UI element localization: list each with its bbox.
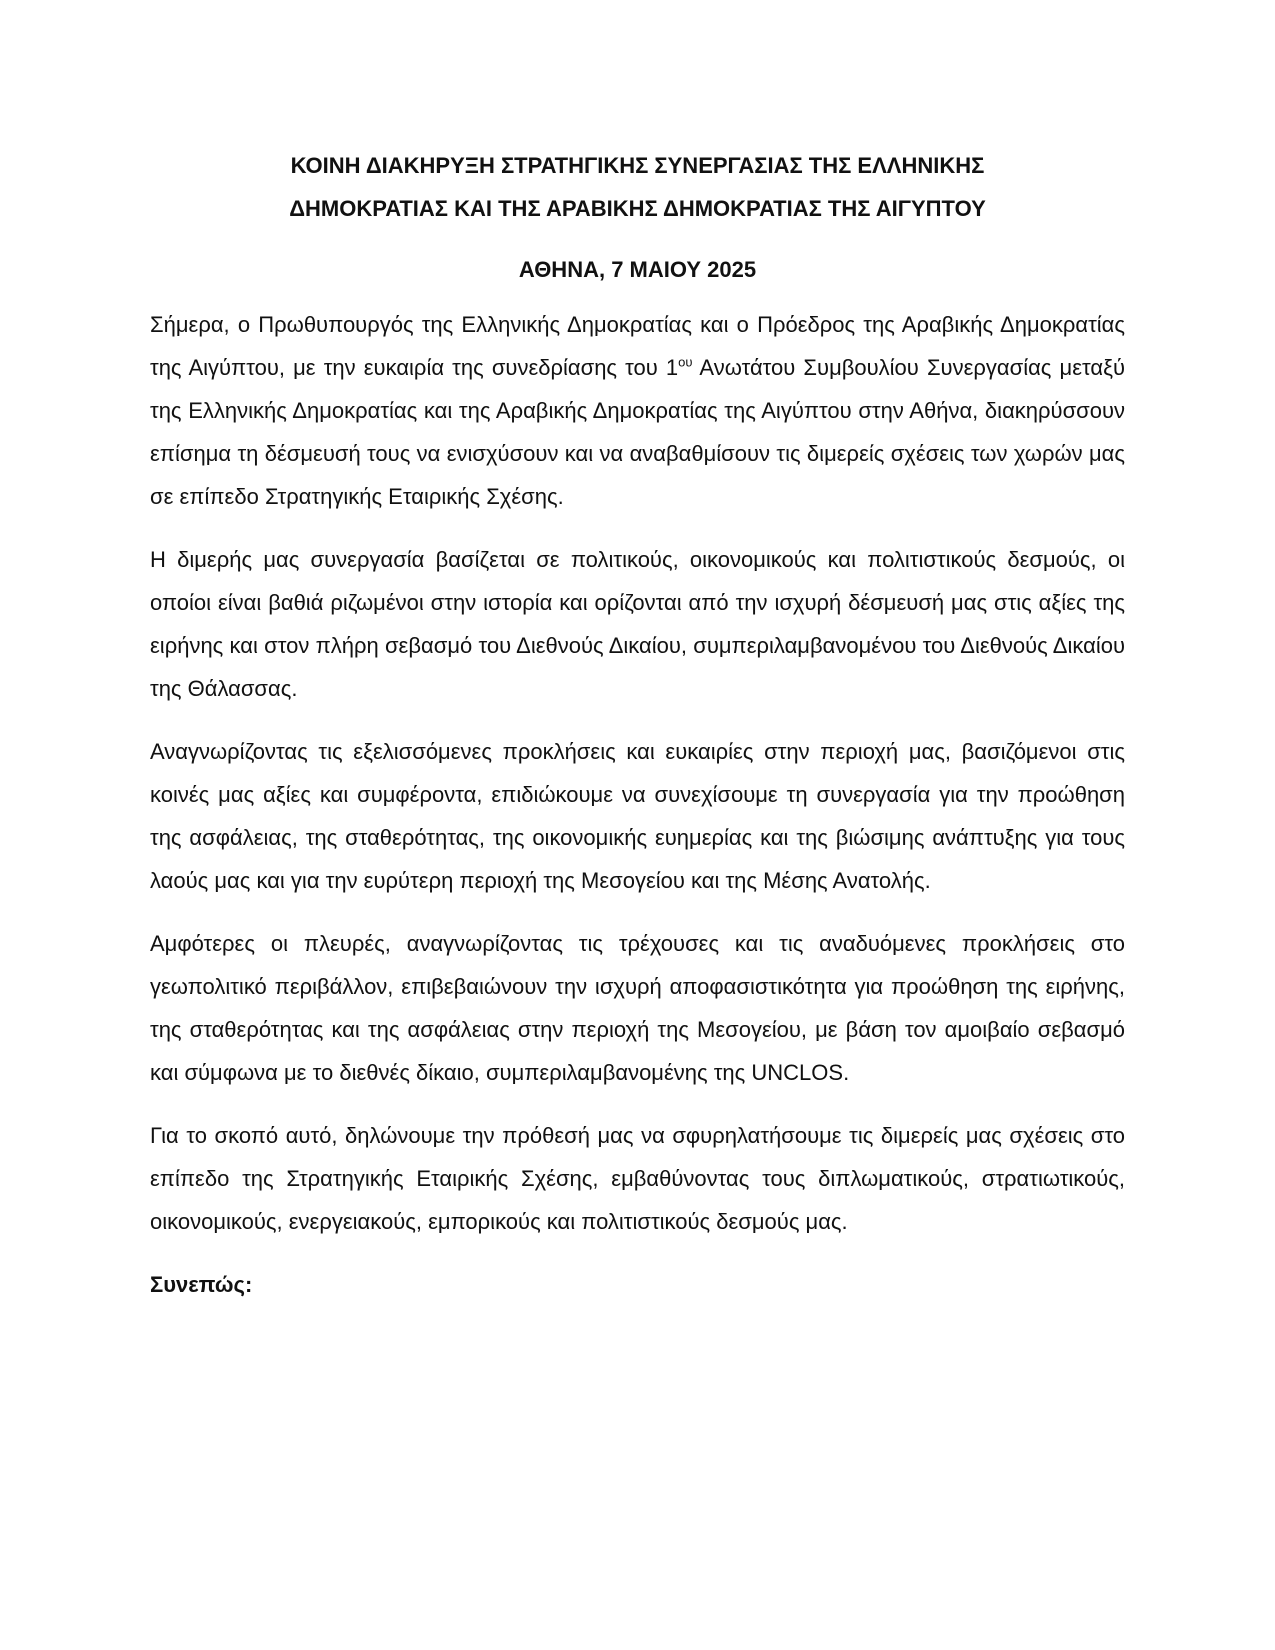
paragraph-1-text-start: Σήμερα, ο Πρωθυπουργός της Ελληνικής Δημοκρατίας και ο Πρόεδρος της Αραβικής Δημοκρατίας της Αιγύπτου, με την ευκαιρία της συνεδρίασης του 1: [150, 312, 1125, 380]
title-line-1: ΚΟΙΝΗ ΔΙΑΚΗΡΥΞΗ ΣΤΡΑΤΗΓΙΚΗΣ ΣΥΝΕΡΓΑΣΙΑΣ ΤΗΣ ΕΛΛΗΝΙΚΗΣ: [290, 153, 985, 178]
dateline: ΑΘΗΝΑ, 7 ΜΑΙΟΥ 2025: [518, 257, 757, 282]
ordinal-suffix: ου: [678, 354, 693, 370]
paragraph-1: [150, 303, 1125, 518]
closing-heading: Συνεπώς:: [150, 1272, 253, 1297]
document-title: [150, 138, 1125, 230]
paragraph-3: Αναγνωρίζοντας τις εξελισσόμενες προκλήσεις και ευκαιρίες στην περιοχή μας, βασιζόμενοι στις κοινές μας αξίες και συμφέροντα, επιδιώκουμε να συνεχίσουμε τη συνεργασία για την προώθηση της ασφάλειας, της σταθερότητας, της οικονομικής ευημερίας και της βιώσιμης ανάπτυξης για τους λαούς μας και για την ευρύτερη περιοχή της Μεσογείου και της Μέσης Ανατολής.: [150, 739, 1125, 893]
title-line-2: ΔΗΜΟΚΡΑΤΙΑΣ ΚΑΙ ΤΗΣ ΑΡΑΒΙΚΗΣ ΔΗΜΟΚΡΑΤΙΑΣ ΤΗΣ ΑΙΓΥΠΤΟΥ: [289, 196, 986, 221]
paragraph-5: Για το σκοπό αυτό, δηλώνουμε την πρόθεσή μας να σφυρηλατήσουμε τις διμερείς μας σχέσεις στο επίπεδο της Στρατηγικής Εταιρικής Σχέσης, εμβαθύνοντας τους διπλωματικούς, στρατιωτικούς, οικονομικούς, ενεργειακούς, εμπορικούς και πολιτιστικούς δεσμούς μας.: [150, 1123, 1125, 1234]
document-page: [150, 138, 1125, 1306]
paragraph-2: Η διμερής μας συνεργασία βασίζεται σε πολιτικούς, οικονομικούς και πολιτιστικούς δεσμούς, οι οποίοι είναι βαθιά ριζωμένοι στην ιστορία και ορίζονται από την ισχυρή δέσμευσή μας στις αξίες της ειρήνης και στον πλήρη σεβασμό του Διεθνούς Δικαίου, συμπεριλαμβανομένου του Διεθνούς Δικαίου της Θάλασσας.: [150, 547, 1125, 701]
paragraph-1-text-end: Ανωτάτου Συμβουλίου Συνεργασίας μεταξύ της Ελληνικής Δημοκρατίας και της Αραβικής Δημοκρατίας της Αιγύπτου στην Αθήνα, διακηρύσσουν επίσημα τη δέσμευσή τους να ενισχύσουν και να αναβαθμίσουν τις διμερείς σχέσεις των χωρών μας σε επίπεδο Στρατηγικής Εταιρικής Σχέσης.: [150, 355, 1125, 509]
paragraph-4: Αμφότερες οι πλευρές, αναγνωρίζοντας τις τρέχουσες και τις αναδυόμενες προκλήσεις στο γεωπολιτικό περιβάλλον, επιβεβαιώνουν την ισχυρή αποφασιστικότητα για προώθηση της ειρήνης, της σταθερότητας και της ασφάλειας στην περιοχή της Μεσογείου, με βάση τον αμοιβαίο σεβασμό και σύμφωνα με το διεθνές δίκαιο, συμπεριλαμβανομένης της UNCLOS.: [150, 931, 1125, 1085]
